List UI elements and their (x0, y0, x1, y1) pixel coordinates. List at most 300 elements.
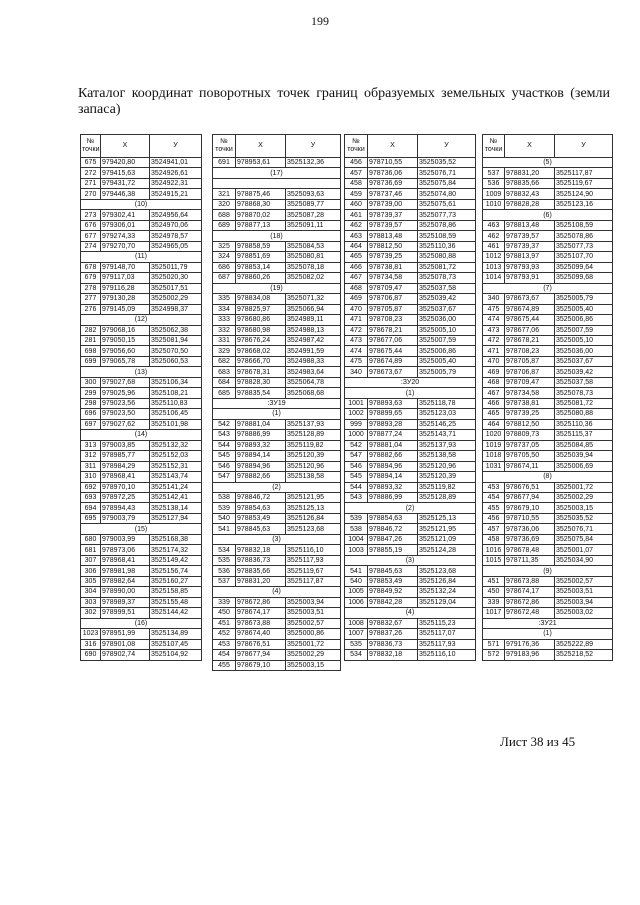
table-row (483, 377, 613, 387)
y-coordinate: 3525121,95 (418, 524, 476, 534)
x-coordinate: 979306,01 (101, 220, 150, 230)
table-row (81, 513, 202, 523)
x-coordinate: 978675,44 (505, 315, 555, 325)
x-coordinate: 978894,96 (368, 461, 418, 471)
x-coordinate: 978832,18 (236, 545, 286, 555)
x-coordinate: 978825,97 (236, 304, 286, 314)
table-row (81, 241, 202, 251)
x-coordinate: 978893,32 (236, 440, 286, 450)
y-coordinate: 3525003,02 (555, 608, 613, 618)
x-coordinate: 978673,67 (368, 367, 418, 377)
group-label: (3) (345, 555, 476, 565)
group-label: (5) (483, 158, 613, 168)
x-coordinate: 979302,41 (101, 210, 150, 220)
x-coordinate: 978882,66 (236, 472, 286, 482)
point-number: 454 (213, 650, 236, 660)
x-coordinate: 978678,31 (236, 367, 286, 377)
x-coordinate: 978836,73 (368, 639, 418, 649)
x-coordinate: 978835,66 (236, 566, 286, 576)
y-coordinate: 3525077,73 (418, 210, 476, 220)
table-row (213, 346, 341, 356)
y-coordinate: 3525108,21 (150, 388, 202, 398)
point-number: 688 (213, 210, 236, 220)
y-coordinate: 3525099,64 (555, 262, 613, 272)
table-row (345, 168, 476, 178)
x-coordinate: 978893,63 (368, 398, 418, 408)
y-coordinate: 3525117,93 (418, 639, 476, 649)
y-coordinate: 3525123,03 (418, 409, 476, 419)
y-coordinate: 3524978,57 (150, 231, 202, 241)
y-coordinate: 3524987,42 (286, 335, 341, 345)
y-coordinate: 3525078,18 (286, 262, 341, 272)
table-row (483, 398, 613, 408)
point-number: 278 (81, 283, 101, 293)
table-row (213, 325, 341, 335)
point-number: 306 (81, 566, 101, 576)
y-coordinate: 3525062,38 (150, 325, 202, 335)
point-number: 689 (213, 220, 236, 230)
x-coordinate: 979183,96 (505, 650, 555, 660)
point-number: 282 (81, 325, 101, 335)
table-row (483, 576, 613, 586)
y-coordinate: 3525156,74 (150, 566, 202, 576)
y-coordinate: 3525128,89 (418, 493, 476, 503)
x-coordinate: 978674,89 (505, 304, 555, 314)
y-coordinate: 3525117,93 (286, 555, 341, 565)
x-coordinate: 978678,48 (505, 545, 555, 555)
y-coordinate: 3525121,09 (418, 534, 476, 544)
point-number: 1007 (345, 629, 368, 639)
point-number: 1010 (483, 199, 505, 209)
point-number: 331 (213, 335, 236, 345)
point-number: 471 (483, 346, 505, 356)
x-coordinate: 978680,98 (236, 325, 286, 335)
y-coordinate: 3525000,86 (286, 629, 341, 639)
table-row (213, 482, 341, 492)
point-number: 1016 (483, 545, 505, 555)
table-row (483, 220, 613, 230)
x-coordinate: 978813,48 (505, 220, 555, 230)
group-label: (19) (213, 283, 341, 293)
x-coordinate: 978677,94 (505, 493, 555, 503)
header-y: У (150, 135, 202, 158)
table-row (483, 409, 613, 419)
table-row (483, 294, 613, 304)
x-coordinate: 978793,91 (505, 273, 555, 283)
point-number: 541 (213, 524, 236, 534)
header-x: Х (368, 135, 418, 158)
table-row (483, 650, 613, 660)
y-coordinate: 3525222,89 (555, 639, 613, 649)
table-row (81, 534, 202, 544)
y-coordinate: 3525003,94 (286, 597, 341, 607)
table-row (345, 419, 476, 429)
point-number: 542 (345, 440, 368, 450)
y-coordinate: 3524926,61 (150, 168, 202, 178)
table-row (81, 283, 202, 293)
y-coordinate: 3525074,80 (418, 189, 476, 199)
y-coordinate: 3525084,53 (286, 241, 341, 251)
y-coordinate: 3525126,84 (418, 576, 476, 586)
y-coordinate: 3525118,78 (418, 398, 476, 408)
table-row (213, 430, 341, 440)
table-row (213, 273, 341, 283)
x-coordinate: 978853,49 (236, 513, 286, 523)
x-coordinate: 978738,81 (368, 262, 418, 272)
table-row (345, 555, 476, 565)
table-row (345, 451, 476, 461)
point-number: 451 (213, 618, 236, 628)
y-coordinate: 3525120,96 (286, 461, 341, 471)
point-number: 1001 (345, 398, 368, 408)
table-row (483, 241, 613, 251)
group-label: (11) (81, 252, 202, 262)
point-number: 690 (81, 650, 101, 660)
y-coordinate: 3524915,21 (150, 189, 202, 199)
table-row (483, 189, 613, 199)
table-row (483, 419, 613, 429)
table-row (213, 398, 341, 408)
point-number: 303 (81, 597, 101, 607)
table-row (81, 367, 202, 377)
x-coordinate: 978705,87 (368, 304, 418, 314)
x-coordinate: 979148,70 (101, 262, 150, 272)
table-row (345, 199, 476, 209)
y-coordinate: 3525110,36 (555, 419, 613, 429)
x-coordinate: 978951,99 (101, 629, 150, 639)
table-row (213, 178, 341, 188)
point-number: 546 (345, 461, 368, 471)
table-row (483, 566, 613, 576)
table-row (345, 482, 476, 492)
table-row (213, 189, 341, 199)
point-number: 541 (345, 566, 368, 576)
x-coordinate: 978835,54 (236, 388, 286, 398)
point-number: 457 (345, 168, 368, 178)
table-row (81, 262, 202, 272)
point-number: 458 (483, 534, 505, 544)
x-coordinate: 979446,38 (101, 189, 150, 199)
table-row (345, 534, 476, 544)
x-coordinate: 978677,94 (236, 650, 286, 660)
y-coordinate: 3525152,31 (150, 461, 202, 471)
x-coordinate: 978853,49 (368, 576, 418, 586)
y-coordinate: 3525081,94 (150, 335, 202, 345)
x-coordinate: 978677,06 (505, 325, 555, 335)
x-coordinate: 978668,02 (236, 346, 286, 356)
table-row (345, 608, 476, 618)
table-row (81, 199, 202, 209)
table-row (213, 555, 341, 565)
y-coordinate: 3525064,78 (286, 377, 341, 387)
x-coordinate: 978736,06 (368, 168, 418, 178)
x-coordinate: 978832,18 (368, 650, 418, 660)
table-row (81, 220, 202, 230)
y-coordinate: 3525035,52 (418, 158, 476, 168)
point-number: 544 (213, 440, 236, 450)
table-row (483, 199, 613, 209)
table-row (81, 493, 202, 503)
y-coordinate: 3524988,13 (286, 325, 341, 335)
table-row (345, 503, 476, 513)
table-row (345, 650, 476, 660)
table-row (213, 513, 341, 523)
point-number: 537 (483, 168, 505, 178)
point-number: 543 (213, 430, 236, 440)
table-row (81, 409, 202, 419)
point-number: 470 (483, 356, 505, 366)
point-number: 462 (345, 220, 368, 230)
point-number: 547 (345, 451, 368, 461)
table-row (81, 273, 202, 283)
point-number: 534 (345, 650, 368, 660)
table-row (483, 158, 613, 168)
table-row (345, 587, 476, 597)
point-number: 271 (81, 178, 101, 188)
table-row (213, 503, 341, 513)
y-coordinate: 3525117,87 (286, 576, 341, 586)
table-row (483, 430, 613, 440)
y-coordinate: 3525075,61 (418, 199, 476, 209)
point-number: 677 (81, 231, 101, 241)
point-number: 329 (213, 346, 236, 356)
table-row (81, 650, 202, 660)
point-number: 475 (345, 356, 368, 366)
group-label: (4) (213, 587, 341, 597)
x-coordinate: 978705,50 (505, 451, 555, 461)
x-coordinate: 978737,05 (505, 440, 555, 450)
table-row (81, 555, 202, 565)
y-coordinate: 3525107,45 (150, 639, 202, 649)
point-number: 535 (345, 639, 368, 649)
table-row (483, 367, 613, 377)
table-row (213, 241, 341, 251)
point-number: 1023 (81, 629, 101, 639)
x-coordinate: 978894,96 (236, 461, 286, 471)
x-coordinate: 978877,24 (368, 430, 418, 440)
point-number: 1015 (483, 555, 505, 565)
y-coordinate: 3525017,51 (150, 283, 202, 293)
x-coordinate: 978849,92 (368, 587, 418, 597)
x-coordinate: 978708,23 (505, 346, 555, 356)
y-coordinate: 3525123,68 (418, 566, 476, 576)
table-row (81, 503, 202, 513)
point-number: 334 (213, 304, 236, 314)
point-number: 695 (81, 513, 101, 523)
group-label: (16) (81, 618, 202, 628)
y-coordinate: 3525127,94 (150, 513, 202, 523)
table-row (483, 503, 613, 513)
point-number: 300 (81, 377, 101, 387)
point-number: 537 (213, 576, 236, 586)
y-coordinate: 3525119,82 (418, 482, 476, 492)
point-number: 472 (483, 335, 505, 345)
point-number: 685 (213, 388, 236, 398)
table-row (81, 158, 202, 168)
table-row (345, 629, 476, 639)
x-coordinate: 978968,41 (101, 555, 150, 565)
y-coordinate: 3525110,83 (150, 398, 202, 408)
point-number: 543 (345, 493, 368, 503)
x-coordinate: 978734,58 (505, 388, 555, 398)
group-label: (3) (213, 534, 341, 544)
point-number: 1003 (345, 545, 368, 555)
table-row (483, 597, 613, 607)
y-coordinate: 3525106,34 (150, 377, 202, 387)
catalog-title: Каталог координат поворотных точек границ образуемых земельных участков (земли запаса) (78, 86, 610, 117)
group-label: (18) (213, 231, 341, 241)
table-row (483, 210, 613, 220)
point-number: 454 (483, 493, 505, 503)
y-coordinate: 3525143,71 (418, 430, 476, 440)
x-coordinate: 978836,73 (236, 555, 286, 565)
point-number: 465 (345, 252, 368, 262)
y-coordinate: 3525002,57 (555, 576, 613, 586)
table-row (213, 650, 341, 660)
point-number: 473 (345, 335, 368, 345)
point-number: 274 (81, 241, 101, 251)
y-coordinate: 3525126,84 (286, 513, 341, 523)
y-coordinate: 3525143,74 (150, 472, 202, 482)
x-coordinate: 978708,23 (368, 315, 418, 325)
group-label: (13) (81, 367, 202, 377)
point-number: 339 (483, 597, 505, 607)
table-row (483, 325, 613, 335)
point-number: 678 (81, 262, 101, 272)
x-coordinate: 978672,48 (505, 608, 555, 618)
table-row (81, 576, 202, 586)
table-row (483, 388, 613, 398)
table-row (81, 252, 202, 262)
table-row (345, 398, 476, 408)
x-coordinate: 978828,30 (236, 377, 286, 387)
table-row (213, 356, 341, 366)
x-coordinate: 978902,74 (101, 650, 150, 660)
point-number: 461 (345, 210, 368, 220)
y-coordinate: 3524989,11 (286, 315, 341, 325)
point-number: 462 (483, 231, 505, 241)
group-label: :ЗУ20 (345, 377, 476, 387)
table-row (345, 252, 476, 262)
y-coordinate: 3525011,79 (150, 262, 202, 272)
y-coordinate: 3525002,57 (286, 618, 341, 628)
table-row (483, 608, 613, 618)
point-number: 536 (213, 566, 236, 576)
y-coordinate: 3525168,38 (150, 534, 202, 544)
y-coordinate: 3525005,40 (418, 356, 476, 366)
point-number: 299 (81, 388, 101, 398)
table-row (483, 283, 613, 293)
point-number: 474 (483, 315, 505, 325)
point-number: 464 (345, 241, 368, 251)
table-row (81, 461, 202, 471)
table-row (483, 545, 613, 555)
point-number: 1000 (345, 430, 368, 440)
y-coordinate: 3525117,07 (418, 629, 476, 639)
point-number: 453 (213, 639, 236, 649)
table-row (81, 294, 202, 304)
point-number: 270 (81, 189, 101, 199)
table-row (213, 440, 341, 450)
x-coordinate: 978673,88 (236, 618, 286, 628)
x-coordinate: 979056,60 (101, 346, 150, 356)
group-label: (14) (81, 430, 202, 440)
point-number: 676 (81, 220, 101, 230)
point-number: 474 (345, 346, 368, 356)
x-coordinate: 978990,00 (101, 587, 150, 597)
y-coordinate: 3525142,41 (150, 493, 202, 503)
x-coordinate: 978854,63 (368, 513, 418, 523)
y-coordinate: 3524991,59 (286, 346, 341, 356)
x-coordinate: 978674,40 (236, 629, 286, 639)
point-number: 468 (345, 283, 368, 293)
header-y: У (286, 135, 341, 158)
y-coordinate: 3525160,27 (150, 576, 202, 586)
x-coordinate: 978893,28 (368, 419, 418, 429)
x-coordinate: 978738,81 (505, 398, 555, 408)
point-number: 305 (81, 576, 101, 586)
point-number: 455 (483, 503, 505, 513)
table-row (483, 252, 613, 262)
x-coordinate: 978676,51 (505, 482, 555, 492)
table-row (81, 356, 202, 366)
x-coordinate: 978881,04 (236, 419, 286, 429)
table-row (345, 294, 476, 304)
point-number: 467 (483, 388, 505, 398)
group-label: (2) (213, 482, 341, 492)
table-row (213, 566, 341, 576)
group-label: (10) (81, 199, 202, 209)
table-row (213, 493, 341, 503)
y-coordinate: 3525134,89 (150, 629, 202, 639)
table-row (213, 524, 341, 534)
y-coordinate: 3525104,92 (150, 650, 202, 660)
coordinates-table-4 (482, 134, 613, 661)
table-row (213, 199, 341, 209)
table-row (81, 587, 202, 597)
y-coordinate: 3525080,88 (555, 409, 613, 419)
header-point-number: № точки (81, 135, 101, 158)
coordinates-table-1 (80, 134, 202, 661)
y-coordinate: 3525107,70 (555, 252, 613, 262)
table-row (213, 545, 341, 555)
y-coordinate: 3525081,72 (418, 262, 476, 272)
y-coordinate: 3525110,36 (418, 241, 476, 251)
table-row (81, 398, 202, 408)
point-number: 276 (81, 304, 101, 314)
table-row (81, 524, 202, 534)
point-number: 473 (483, 325, 505, 335)
x-coordinate: 978709,47 (368, 283, 418, 293)
table-row (81, 566, 202, 576)
y-coordinate: 3525039,42 (418, 294, 476, 304)
point-number: 333 (213, 315, 236, 325)
y-coordinate: 3525132,32 (150, 440, 202, 450)
table-row (345, 315, 476, 325)
y-coordinate: 3524998,37 (150, 304, 202, 314)
table-row (483, 555, 613, 565)
y-coordinate: 3525005,79 (555, 294, 613, 304)
y-coordinate: 3525124,28 (418, 545, 476, 555)
y-coordinate: 3525076,71 (418, 168, 476, 178)
header-point-number: № точки (213, 135, 236, 158)
y-coordinate: 3525138,58 (286, 472, 341, 482)
table-row (81, 377, 202, 387)
x-coordinate: 978737,46 (368, 189, 418, 199)
table-row (81, 210, 202, 220)
y-coordinate: 3525115,23 (418, 618, 476, 628)
point-number: 684 (213, 377, 236, 387)
